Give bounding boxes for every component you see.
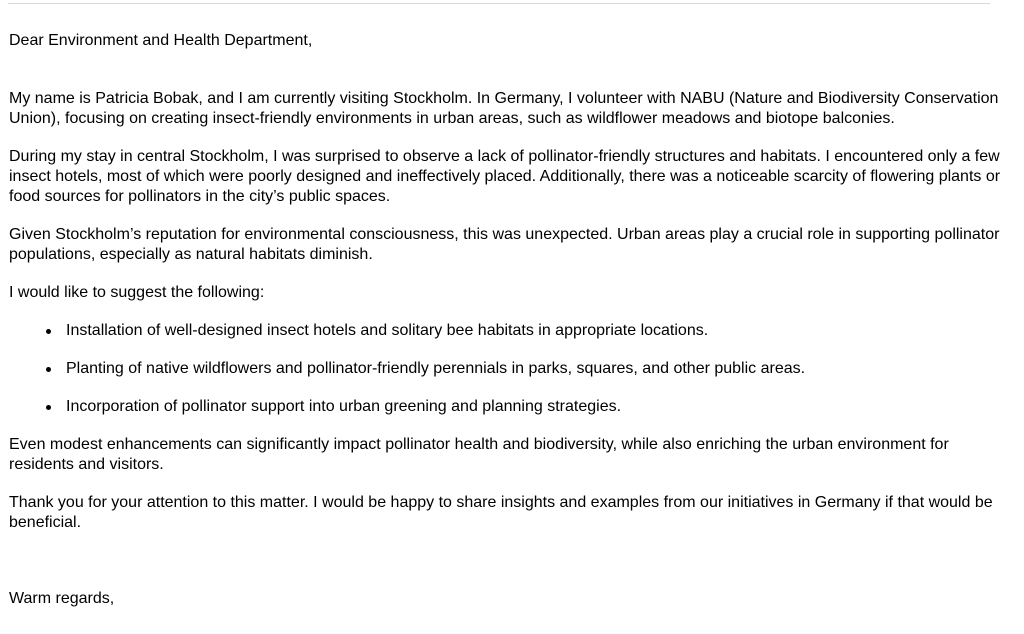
paragraph-context: Given Stockholm’s reputation for environmental consciousness, this was unexpected. Urban areas play a crucial role in supporting pollinator populations, especially as natural habitats diminish.	[9, 226, 1000, 263]
sign-off: Warm regards,	[9, 590, 115, 607]
list-item	[9, 397, 1009, 417]
suggestion-intro: I would like to suggest the following:	[9, 284, 265, 301]
paragraph-intro: My name is Patricia Bobak, and I am currently visiting Stockholm. In Germany, I volunteer with NABU (Nature and Biodiversity Conservation Union), focusing on creating insect-friendly environments in urban areas, such as wildflower meadows and biotope balconies.	[9, 90, 999, 127]
greeting: Dear Environment and Health Department,	[9, 32, 313, 49]
list-item	[9, 321, 1009, 341]
top-divider	[8, 3, 990, 4]
paragraph-impact: Even modest enhancements can significantly impact pollinator health and biodiversity, while also enriching the urban environment for residents and visitors.	[9, 436, 949, 473]
list-item	[9, 359, 1009, 379]
suggestion-text: Incorporation of pollinator support into urban greening and planning strategies.	[66, 398, 622, 415]
paragraph-thanks: Thank you for your attention to this matter. I would be happy to share insights and examples from our initiatives in Germany if that would be beneficial.	[9, 494, 993, 531]
paragraph-observation: During my stay in central Stockholm, I was surprised to observe a lack of pollinator-friendly structures and habitats. I encountered only a few insect hotels, most of which were poorly designed and ineffectively placed. Additionally, there was a noticeable scarcity of flowering plants or food sources for pollinators in the city’s public spaces.	[9, 148, 1001, 205]
bullet-icon	[46, 367, 51, 372]
bullet-icon	[46, 405, 51, 410]
suggestion-list	[9, 321, 1009, 417]
suggestion-text: Planting of native wildflowers and pollinator-friendly perennials in parks, squares, and other public areas.	[66, 360, 806, 377]
bullet-icon	[46, 329, 51, 334]
email-body	[9, 31, 1009, 609]
suggestion-text: Installation of well-designed insect hotels and solitary bee habitats in appropriate locations.	[66, 322, 709, 339]
